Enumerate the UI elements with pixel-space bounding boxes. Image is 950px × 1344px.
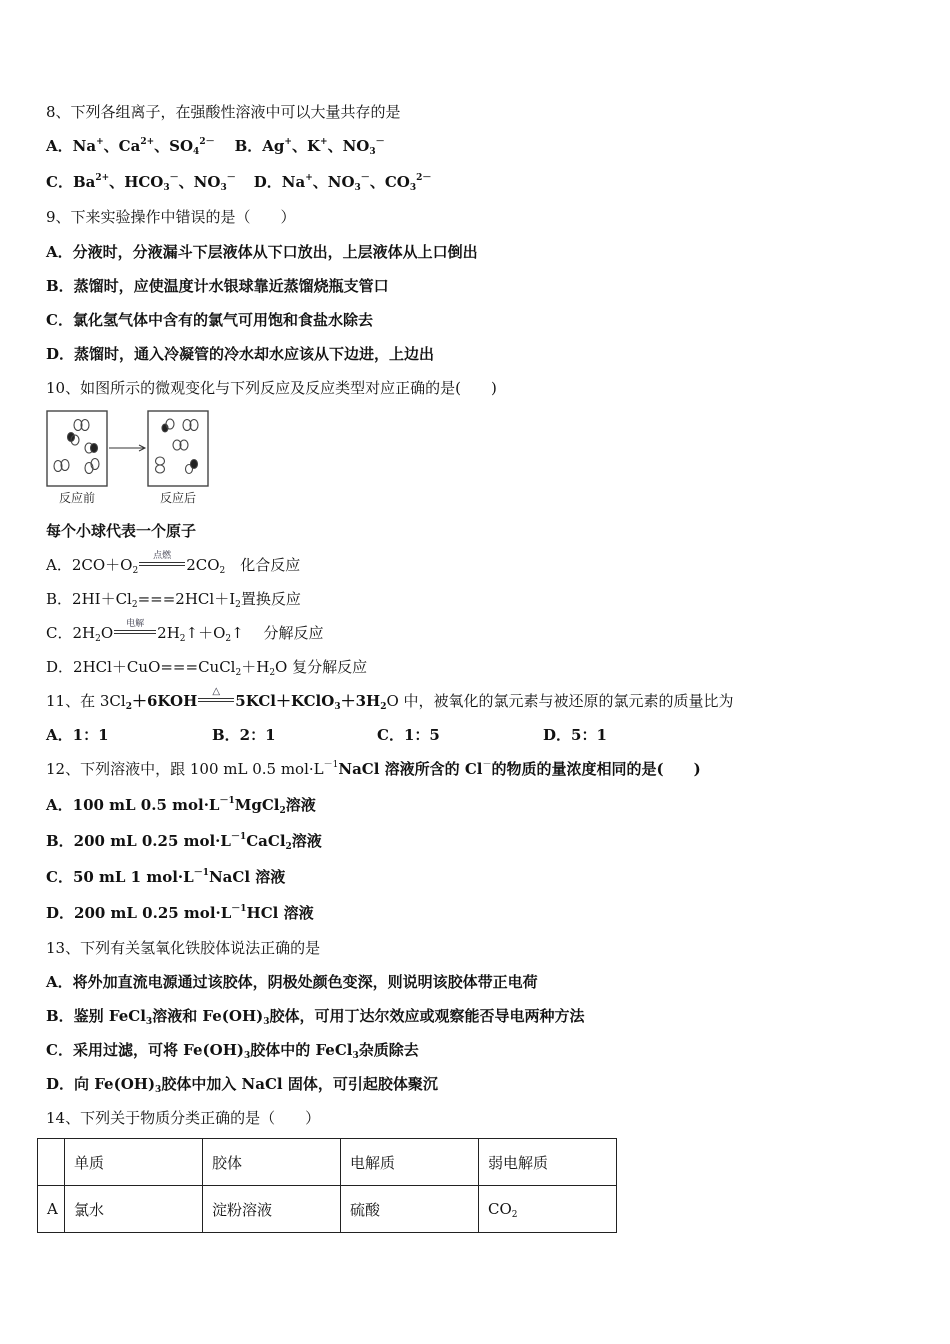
q9-option-b: B．蒸馏时，应使温度计水银球靠近蒸馏烧瓶支管口 bbox=[46, 277, 389, 295]
condition-ignite: 点燃 bbox=[153, 551, 172, 561]
q10-stem: 10、如图所示的微观变化与下列反应及反应类型对应正确的是( ) bbox=[46, 379, 497, 397]
q9-option-c: C．氯化氢气体中含有的氯气可用饱和食盐水除去 bbox=[46, 311, 373, 329]
q9-stem: 9、下来实验操作中错误的是（ ） bbox=[46, 208, 296, 226]
before-label: 反应前 bbox=[58, 491, 96, 505]
table-cell: 硫酸 bbox=[341, 1186, 479, 1233]
q9-option-d: D．蒸馏时，通入冷凝管的冷水却水应该从下边进，上边出 bbox=[46, 345, 435, 363]
q11-option-d: D．5：1 bbox=[543, 726, 607, 744]
reaction-arrow bbox=[109, 445, 145, 451]
q10-option-a: A．$2CO+O_2$ 点燃 $2CO_2$ 化合反应 bbox=[46, 555, 300, 575]
condition-electrolysis: 电解 bbox=[126, 619, 145, 629]
after-label: 反应后 bbox=[159, 491, 197, 505]
condition-heat: △ bbox=[212, 686, 221, 697]
q10-option-b: B．$2HI+Cl_2===2HCl+I_2$置换反应 bbox=[46, 590, 301, 610]
q14-stem: 14、下列关于物质分类正确的是（ ） bbox=[46, 1109, 321, 1127]
q12-option-c: C．50 mL 1 $mol\cdot L^{-1}NaCl$ 溶液 bbox=[46, 868, 286, 886]
q12-option-a: A．100 mL 0.5 $mol\cdot L^{-1}MgCl_2$溶液 bbox=[46, 796, 316, 816]
q11-option-b: B．2：1 bbox=[212, 726, 276, 744]
table-cell: A bbox=[38, 1186, 65, 1233]
table-cell: 氯水 bbox=[65, 1186, 203, 1233]
q8-options-ab: A．Na+、$Ca^{2+}$、$SO_4^{2-}$ B．Ag+、K+、$NO_3^-$ bbox=[46, 137, 385, 157]
table-header-cell: 胶体 bbox=[203, 1139, 341, 1186]
table-header-row bbox=[38, 1139, 617, 1186]
table-header-cell: 电解质 bbox=[341, 1139, 479, 1186]
q8-options-cd: C．$Ba^{2+}$、$HCO_3^-$、$NO_3^-$ D．Na+、$NO_3^-$、$CO_3^{2-}$ bbox=[46, 173, 432, 193]
table-header-cell: 单质 bbox=[65, 1139, 203, 1186]
q12-option-b: B．200 mL 0.25 $mol\cdot L^{-1}CaCl_2$溶液 bbox=[46, 832, 322, 852]
after-molecules bbox=[156, 419, 199, 474]
table-header-cell: 弱电解质 bbox=[479, 1139, 617, 1186]
classification-table bbox=[37, 1138, 617, 1233]
q13-option-c: C．采用过滤，可将 $Fe(OH)_3$胶体中的 FeCl$_3$杂质除去 bbox=[46, 1041, 419, 1061]
table-cell: $CO_2$ bbox=[479, 1186, 617, 1233]
after-box bbox=[148, 411, 208, 486]
q12-stem: 12、下列溶液中，跟 100 mL 0.5 $mol\cdot L^{-1}NaCl$ 溶液所含的 Cl－的物质的量浓度相同的是( ) bbox=[46, 760, 701, 778]
q10-note: 每个小球代表一个原子 bbox=[46, 522, 197, 540]
before-molecules bbox=[54, 420, 99, 474]
table-row bbox=[38, 1186, 617, 1233]
table-header-cell bbox=[38, 1139, 65, 1186]
reaction-diagram bbox=[46, 408, 216, 508]
q13-option-a: A．将外加直流电源通过该胶体，阴极处颜色变深，则说明该胶体带正电荷 bbox=[46, 973, 538, 991]
q9-option-a: A．分液时，分液漏斗下层液体从下口放出，上层液体从上口倒出 bbox=[46, 243, 478, 261]
q13-option-b: B．鉴别 FeCl$_3$溶液和 $Fe(OH)_3$胶体，可用丁达尔效应或观察能否导电两种方法 bbox=[46, 1007, 585, 1027]
q8-stem: 8、下列各组离子，在强酸性溶液中可以大量共存的是 bbox=[46, 103, 401, 121]
q10-option-c: C．$2H_2O$ 电解 $2H_2↑+O_2↑$ 分解反应 bbox=[46, 623, 323, 643]
table-cell: 淀粉溶液 bbox=[203, 1186, 341, 1233]
q10-option-d: D．$2HCl+CuO===CuCl_2+H_2O$ 复分解反应 bbox=[46, 658, 368, 678]
q13-stem: 13、下列有关氢氧化铁胶体说法正确的是 bbox=[46, 939, 321, 957]
q12-option-d: D．200 mL 0.25 $mol\cdot L^{-1}HCl$ 溶液 bbox=[46, 904, 314, 922]
q11-option-a: A．1：1 bbox=[46, 726, 109, 744]
q11-option-c: C．1：5 bbox=[377, 726, 440, 744]
q11-stem: 11、在 $3Cl_2+6KOH$ △ $5KCl+KClO_3+3H_2O$ 中，被氧化的氯元素与被还原的氯元素的质量比为 bbox=[46, 691, 734, 711]
q13-option-d: D．向 $Fe(OH)_3$胶体中加入 NaCl 固体，可引起胶体聚沉 bbox=[46, 1075, 438, 1095]
